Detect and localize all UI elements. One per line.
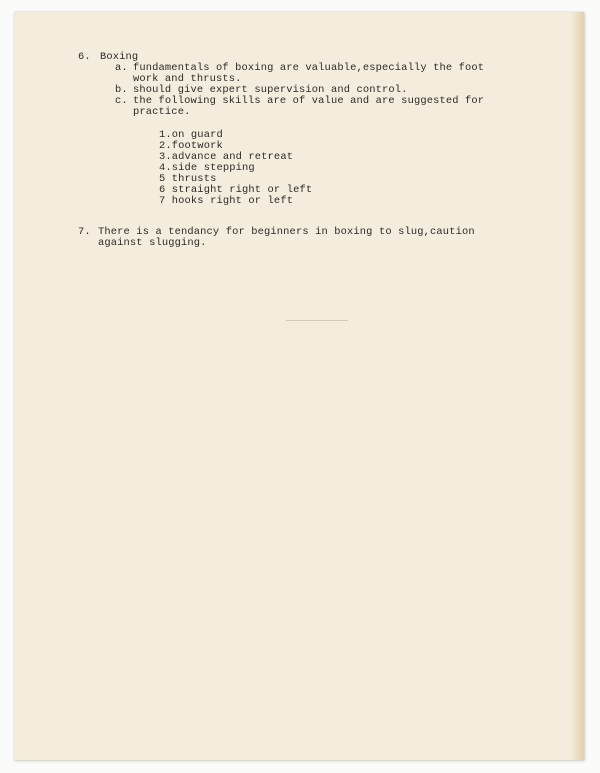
paper-edge-mark	[152, 12, 182, 15]
item-7-number: 7.	[78, 226, 91, 238]
skill-4: 4.side stepping	[159, 162, 255, 174]
skill-3: 3.advance and retreat	[159, 151, 294, 163]
skill-7: 7 hooks right or left	[159, 195, 294, 207]
skill-5: 5 thrusts	[159, 173, 217, 185]
skill-6: 6 straight right or left	[159, 184, 313, 196]
subitem-c-line-1: the following skills are of value and are suggested for	[133, 95, 485, 107]
subitem-a-line-1: fundamentals of boxing are valuable,especially the foot	[133, 62, 485, 74]
typed-document-sheet	[14, 12, 584, 760]
faint-paper-mark	[286, 320, 348, 321]
skill-1: 1.on guard	[159, 129, 223, 141]
subitem-a-line-2: work and thrusts.	[133, 73, 242, 85]
subitem-c-line-2: practice.	[133, 106, 191, 118]
item-7-line-1: There is a tendancy for beginners in boxing to slug,caution	[98, 226, 475, 238]
subitem-b-letter: b.	[115, 84, 128, 96]
item-7-line-2: against slugging.	[98, 237, 207, 249]
subitem-b-line-1: should give expert supervision and control.	[133, 84, 408, 96]
subitem-c-letter: c.	[115, 95, 128, 107]
item-6-title: Boxing	[100, 51, 139, 63]
subitem-a-letter: a.	[115, 62, 128, 74]
item-6-number: 6.	[78, 51, 91, 63]
skill-2: 2.footwork	[159, 140, 223, 152]
